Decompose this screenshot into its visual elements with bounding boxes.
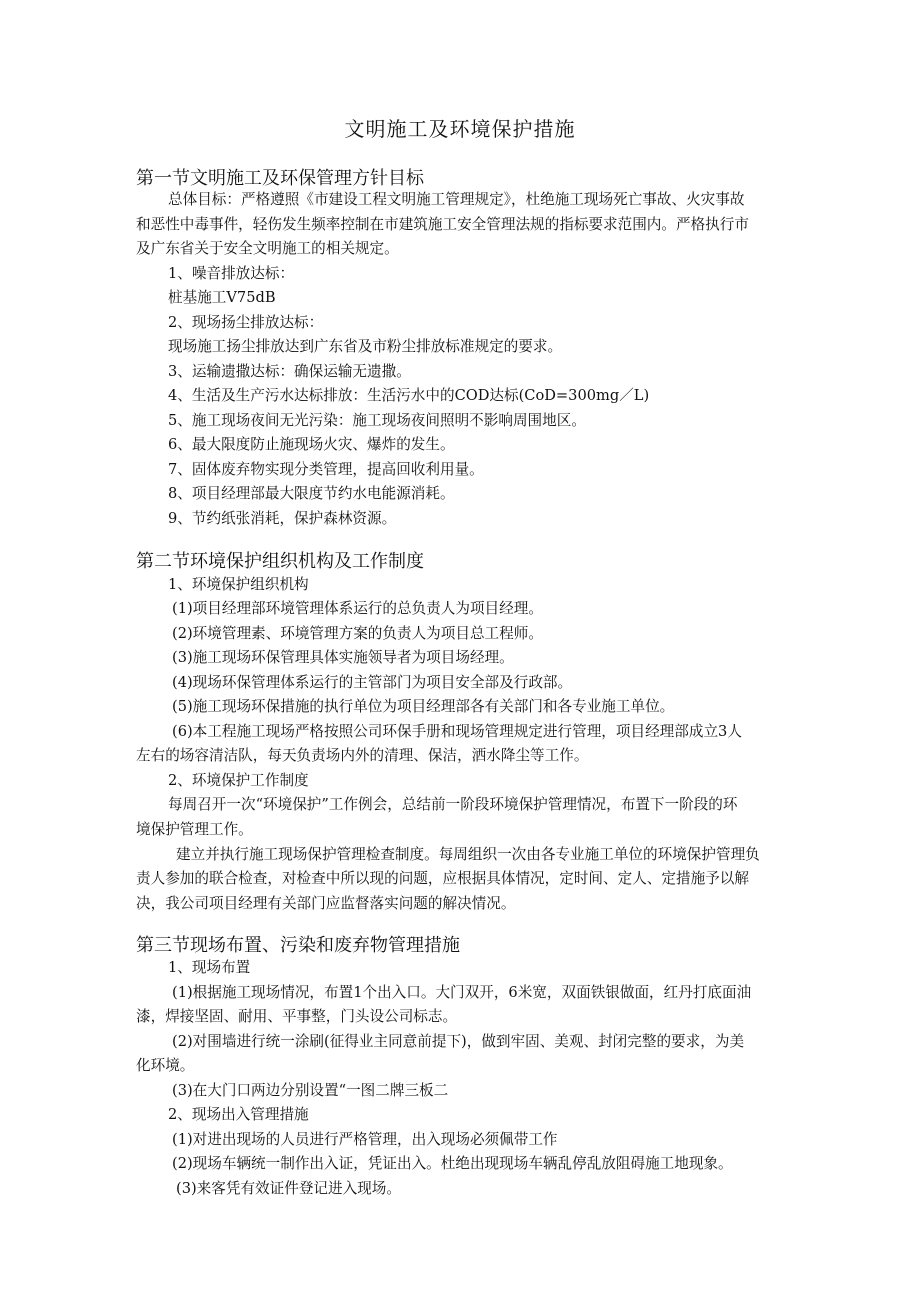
- list-item: 化环境。: [136, 1057, 195, 1074]
- paragraph-line: 建立并执行施工现场保护管理检查制度。每周组织一次由各专业施工单位的环境保护管理负: [176, 846, 760, 863]
- list-item: (6)本工程施工现场严格按照公司环保手册和现场管理规定进行管理，项目经理部成立3人: [172, 723, 742, 740]
- list-item: 桩基施工V75dB: [168, 289, 276, 306]
- list-item: 5、施工现场夜间无光污染：施工现场夜间照明不影响周围地区。: [168, 412, 586, 429]
- paragraph-line: 决，我公司项目经理有关部门应监督落实问题的解决情况。: [136, 895, 516, 912]
- list-item: 7、固体废弃物实现分类管理，提高回收利用量。: [168, 461, 484, 478]
- list-item: 左右的场容清洁队，每天负责场内外的清理、保洁，洒水降尘等工作。: [136, 747, 589, 764]
- paragraph-line: 境保护管理工作。: [136, 821, 253, 838]
- paragraph-line: 总体目标：严格遵照《市建设工程文明施工管理规定》，杜绝施工现场死亡事故、火灾事故: [168, 191, 745, 208]
- list-item: 3、运输遗撒达标：确保运输无遗撒。: [168, 363, 411, 380]
- list-item: (1)项目经理部环境管理体系运行的总负责人为项目经理。: [172, 600, 543, 617]
- subheading: 1、现场布置: [168, 959, 251, 976]
- paragraph-line: 责人参加的联合检查，对检查中所以现的问题，应根据具体情况，定时间、定人、定措施予以解: [136, 870, 749, 887]
- list-item: (2)环境管理素、环境管理方案的负责人为项目总工程师。: [172, 625, 543, 642]
- list-item: 9、节约纸张消耗，保护森林资源。: [168, 510, 397, 527]
- list-item: 现场施工扬尘排放达到广东省及市粉尘排放标准规定的要求。: [168, 338, 563, 355]
- paragraph-line: 及广东省关于安全文明施工的相关规定。: [136, 240, 399, 257]
- list-item: (3)施工现场环保管理具体实施领导者为项目场经理。: [172, 649, 514, 666]
- list-item: (1)根据施工现场情况，布置1个出入口。大门双开，6米宽，双面铁银做面，红丹打底面油: [172, 984, 752, 1001]
- document-title: 文明施工及环境保护措施: [344, 117, 576, 141]
- subheading: 2、环境保护工作制度: [168, 772, 309, 789]
- paragraph-line: 每周召开一次“环境保护”工作例会，总结前一阶段环境保护管理情况，布置下一阶段的环: [168, 796, 738, 813]
- section-2-heading: 第二节环境保护组织机构及工作制度: [136, 551, 424, 572]
- paragraph-line: 和恶性中毒事件，轻伤发生频率控制在市建筑施工安全管理法规的指标要求范围内。严格执行市: [136, 216, 749, 233]
- subheading: 2、现场出入管理措施: [168, 1106, 309, 1123]
- list-item: (2)现场车辆统一制作出入证，凭证出入。杜绝出现现场车辆乱停乱放阻碍施工地现象。: [172, 1155, 733, 1172]
- list-item: 2、现场扬尘排放达标：: [168, 314, 324, 331]
- list-item: 6、最大限度防止施现场火灾、爆炸的发生。: [168, 436, 455, 453]
- list-item: 漆，焊接坚固、耐用、平事整，门头设公司标志。: [136, 1008, 458, 1025]
- list-item: (3)来客凭有效证件登记进入现场。: [176, 1180, 401, 1197]
- list-item: 8、项目经理部最大限度节约水电能源消耗。: [168, 485, 455, 502]
- list-item: (2)对围墙进行统一涂刷(征得业主同意前提下)，做到牢固、美观、封闭完整的要求，为美: [172, 1033, 745, 1050]
- list-item: 1、噪音排放达标：: [168, 265, 295, 282]
- list-item: (1)对进出现场的人员进行严格管理，出入现场必须佩带工作: [172, 1131, 558, 1148]
- section-3-heading: 第三节现场布置、污染和废弃物管理措施: [136, 935, 460, 956]
- list-item: (5)施工现场环保措施的执行单位为项目经理部各有关部门和各专业施工单位。: [172, 698, 675, 715]
- list-item: (4)现场环保管理体系运行的主管部门为项目安全部及行政部。: [172, 674, 573, 691]
- list-item: (3)在大门口两边分别设置“一图二牌三板二: [172, 1082, 449, 1099]
- subheading: 1、环境保护组织机构: [168, 576, 309, 593]
- section-1-heading: 第一节文明施工及环保管理方针目标: [136, 168, 424, 189]
- list-item: 4、生活及生产污水达标排放：生活污水中的COD达标(CoD=300mg／L): [168, 387, 650, 404]
